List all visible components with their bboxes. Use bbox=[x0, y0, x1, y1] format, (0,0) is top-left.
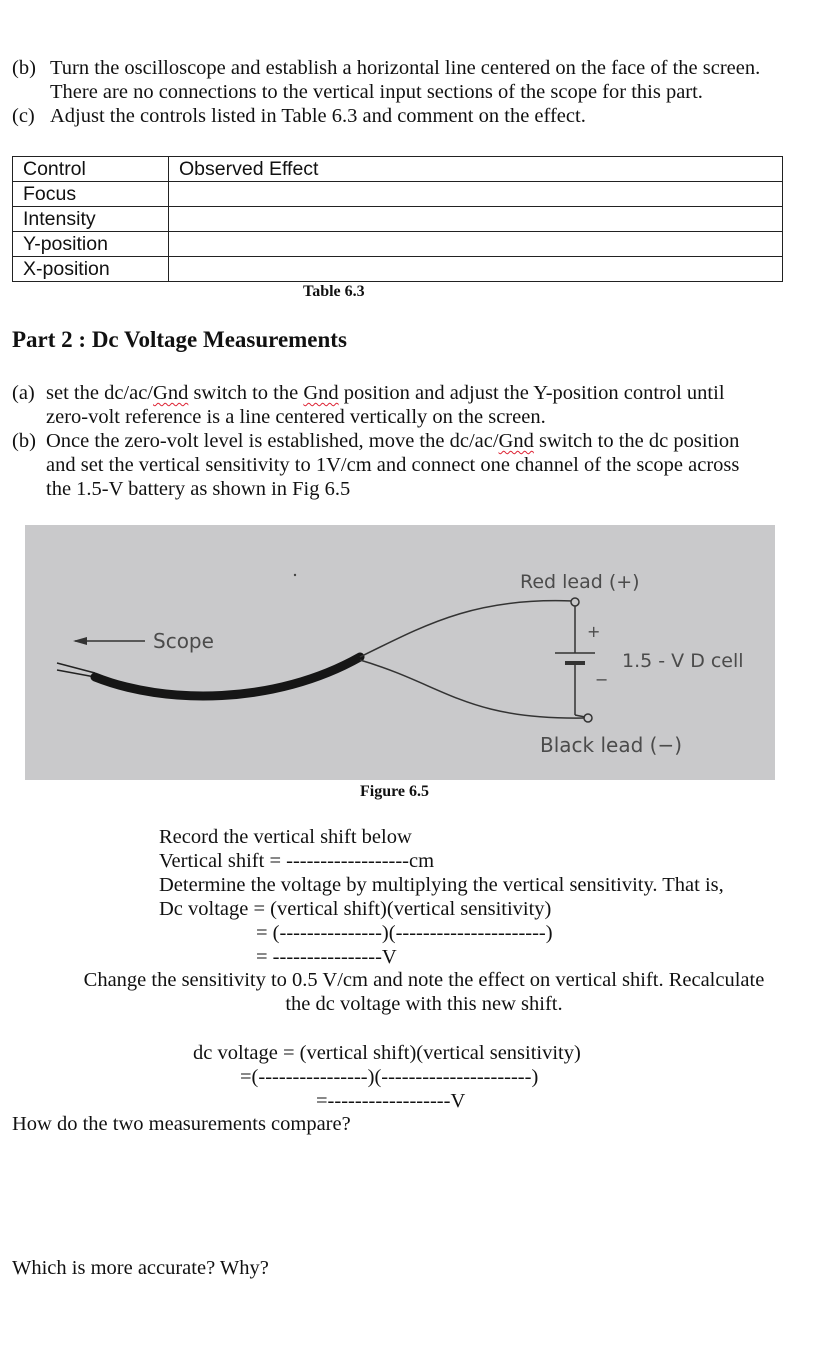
figure-drawing bbox=[25, 525, 775, 780]
step-c-line1: Adjust the controls listed in Table 6.3 and comment on the effect. bbox=[50, 105, 586, 127]
table-cell-effect bbox=[169, 207, 783, 232]
figure-scope-battery bbox=[25, 525, 775, 780]
scope-label: Scope bbox=[153, 629, 214, 653]
part2-heading: Part 2 : Dc Voltage Measurements bbox=[12, 327, 347, 352]
dc-voltage-line1: dc voltage = (vertical shift)(vertical sensitivity) bbox=[193, 1042, 581, 1064]
table-cell-control: Focus bbox=[13, 182, 169, 207]
speck bbox=[294, 574, 296, 576]
part2-step-a-line1: set the dc/ac/Gnd switch to the Gnd position and adjust the Y-position control until bbox=[46, 382, 725, 404]
battery-wire-join bbox=[575, 715, 585, 717]
step-c-marker: (c) bbox=[12, 105, 35, 127]
table-cell-control: Intensity bbox=[13, 207, 169, 232]
scope-cable bbox=[95, 657, 360, 696]
figure-caption: Figure 6.5 bbox=[360, 783, 430, 800]
record-line6: = ----------------V bbox=[256, 946, 397, 968]
black-lead-wire bbox=[360, 660, 585, 718]
cell-label: 1.5 - V D cell bbox=[622, 650, 744, 672]
table-cell-effect bbox=[169, 182, 783, 207]
table-cell-control: X-position bbox=[13, 257, 169, 282]
change-line2: the dc voltage with this new shift. bbox=[285, 993, 563, 1015]
controls-table bbox=[12, 156, 783, 282]
table-header-observed-effect: Observed Effect bbox=[169, 157, 783, 182]
question-compare: How do the two measurements compare? bbox=[12, 1113, 351, 1135]
table-row bbox=[13, 207, 783, 232]
step-b-line1: Turn the oscilloscope and establish a horizontal line centered on the face of the screen. bbox=[50, 57, 761, 79]
record-line1: Record the vertical shift below bbox=[159, 826, 412, 848]
black-lead-label: Black lead (−) bbox=[540, 733, 683, 757]
table-row bbox=[13, 232, 783, 257]
part2-step-b-line2: and set the vertical sensitivity to 1V/cm and connect one channel of the scope across bbox=[46, 454, 740, 476]
table-row bbox=[13, 257, 783, 282]
question-accuracy: Which is more accurate? Why? bbox=[12, 1257, 269, 1279]
battery-plus-sign: + bbox=[587, 622, 601, 641]
change-line1: Change the sensitivity to 0.5 V/cm and note the effect on vertical shift. Recalculate bbox=[83, 969, 765, 991]
part2-step-a-line2: zero-volt reference is a line centered vertically on the screen. bbox=[46, 406, 546, 428]
arrow-left-icon bbox=[73, 637, 87, 645]
record-line4: Dc voltage = (vertical shift)(vertical sensitivity) bbox=[159, 898, 552, 920]
step-b-marker: (b) bbox=[12, 57, 36, 79]
table-header-row bbox=[13, 157, 783, 182]
red-lead-label: Red lead (+) bbox=[520, 571, 640, 593]
battery-minus-sign: − bbox=[595, 670, 609, 689]
step-b-line2: There are no connections to the vertical input sections of the scope for this part. bbox=[50, 81, 703, 103]
table-cell-effect bbox=[169, 232, 783, 257]
dc-voltage-line3: =------------------V bbox=[316, 1090, 466, 1112]
part2-step-b-line3: the 1.5-V battery as shown in Fig 6.5 bbox=[46, 478, 351, 500]
record-line5: = (---------------)(----------------------) bbox=[256, 922, 553, 944]
part2-step-b-line1: Once the zero-volt level is established, move the dc/ac/Gnd switch to the dc position bbox=[46, 430, 740, 452]
table-cell-control: Y-position bbox=[13, 232, 169, 257]
table-header-control: Control bbox=[13, 157, 169, 182]
red-lead-wire bbox=[360, 601, 573, 657]
record-line2: Vertical shift = ------------------cm bbox=[159, 850, 435, 872]
dc-voltage-line2: =(----------------)(----------------------) bbox=[240, 1066, 539, 1088]
black-lead-terminal bbox=[584, 714, 592, 722]
record-line3: Determine the voltage by multiplying the vertical sensitivity. That is, bbox=[159, 874, 724, 896]
part2-step-b-marker: (b) bbox=[12, 430, 36, 452]
part2-step-a-marker: (a) bbox=[12, 382, 35, 404]
table-caption: Table 6.3 bbox=[303, 283, 365, 300]
red-lead-terminal bbox=[571, 598, 579, 606]
table-row bbox=[13, 182, 783, 207]
table-cell-effect bbox=[169, 257, 783, 282]
